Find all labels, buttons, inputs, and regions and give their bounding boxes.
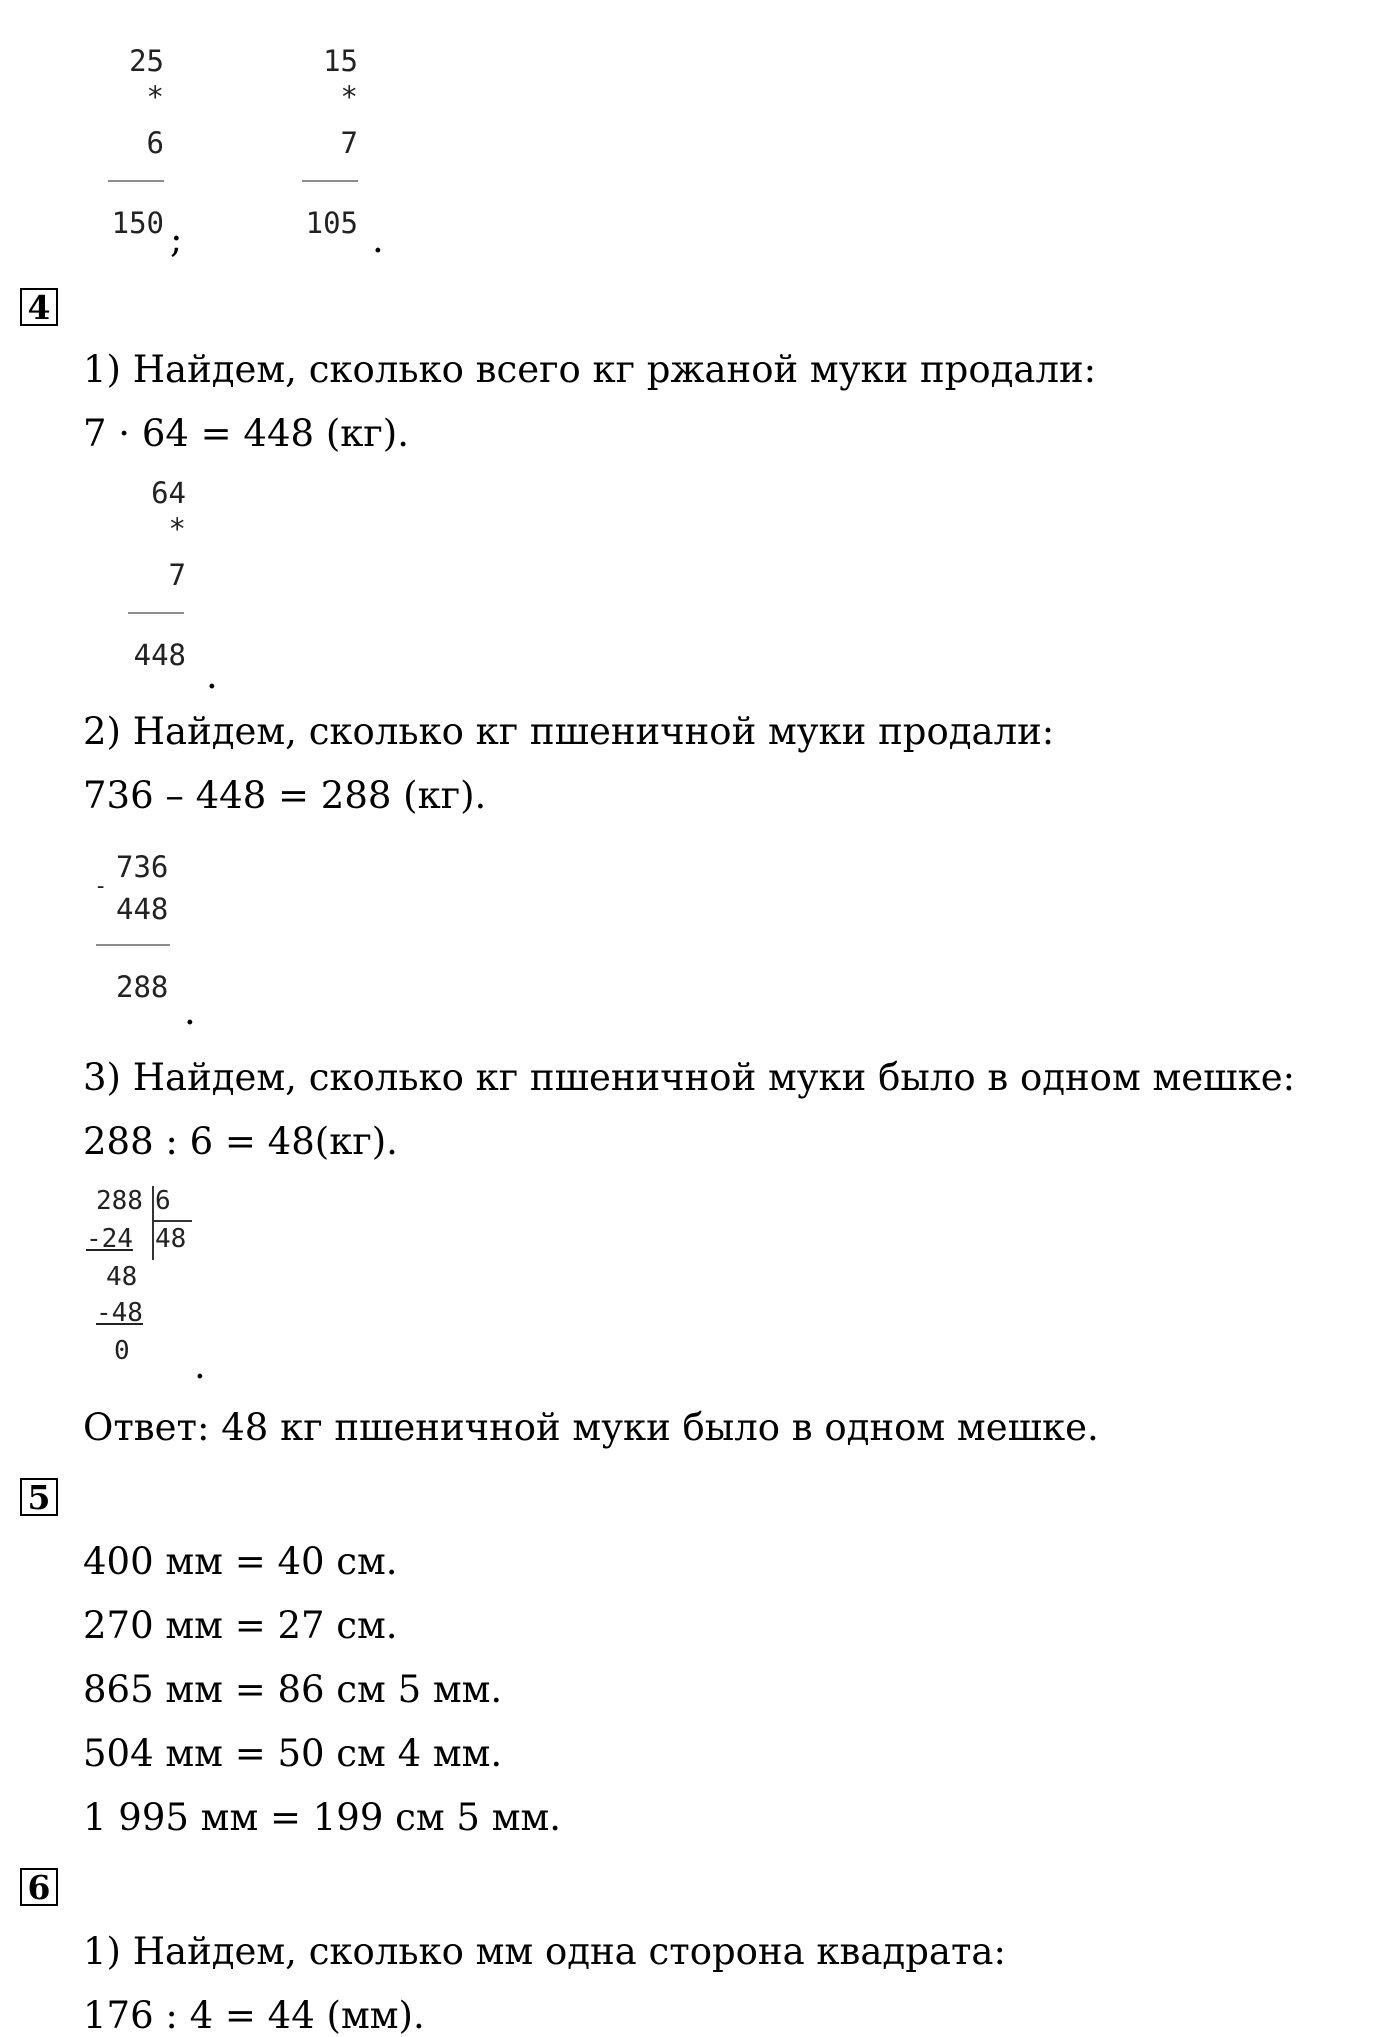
calc-operand-b: 7	[340, 126, 358, 160]
calc-punct: .	[372, 218, 384, 261]
calc-operand-b: 6	[146, 126, 164, 160]
calc-rule	[128, 612, 184, 614]
calc-punct: .	[194, 1344, 206, 1387]
task5-line: 270 мм = 27 см.	[83, 1604, 398, 1647]
calc-result: 448	[133, 638, 186, 672]
calc-result: 288	[116, 970, 169, 1004]
calc-rule	[302, 180, 358, 182]
calc-punct: ;	[170, 218, 183, 261]
calc-operator: *	[168, 512, 186, 546]
task-number-6: 6	[20, 1868, 58, 1906]
task5-line: 400 мм = 40 см.	[83, 1540, 398, 1583]
division-divisor: 6	[155, 1186, 171, 1216]
task4-step3-equation: 288 : 6 = 48(кг).	[83, 1120, 398, 1163]
calc-operand-a: 64	[151, 476, 186, 510]
calc-operand-b: 7	[168, 558, 186, 592]
task4-step1-equation: 7 · 64 = 448 (кг).	[83, 412, 409, 455]
division-remainder-2: 0	[114, 1336, 130, 1366]
division-quotient: 48	[155, 1224, 187, 1254]
calc-operand-a: 15	[323, 44, 358, 78]
calc-operand-a: 736	[116, 850, 169, 884]
calc-operator: -	[94, 874, 108, 899]
task6-step1-text: 1) Найдем, сколько мм одна сторона квадрата:	[83, 1930, 1006, 1973]
division-horizontal-bar	[152, 1220, 192, 1222]
calc-operator: *	[340, 80, 358, 114]
calc-rule	[108, 180, 164, 182]
calc-operator: *	[146, 80, 164, 114]
division-remainder-1: 48	[106, 1262, 138, 1292]
calc-punct: .	[184, 990, 196, 1033]
task4-step1-text: 1) Найдем, сколько всего кг ржаной муки продали:	[83, 348, 1097, 391]
task-number-5: 5	[20, 1478, 58, 1516]
task4-answer: Ответ: 48 кг пшеничной муки было в одном мешке.	[83, 1406, 1099, 1449]
task-number-4: 4	[20, 288, 58, 326]
task5-line: 504 мм = 50 см 4 мм.	[83, 1732, 503, 1775]
division-vertical-bar	[152, 1186, 154, 1260]
division-dividend: 288	[96, 1186, 143, 1216]
task4-step2-text: 2) Найдем, сколько кг пшеничной муки продали:	[83, 710, 1055, 753]
task4-step3-text: 3) Найдем, сколько кг пшеничной муки было в одном мешке:	[83, 1056, 1296, 1099]
division-subtrahend-2: -48	[96, 1298, 143, 1328]
task6-step1-equation: 176 : 4 = 44 (мм).	[83, 1994, 425, 2037]
task4-step2-equation: 736 – 448 = 288 (кг).	[83, 774, 487, 817]
division-subtrahend-1: -24	[86, 1224, 133, 1254]
calc-operand-a: 25	[129, 44, 164, 78]
calc-result: 105	[305, 206, 358, 240]
task5-line: 1 995 мм = 199 см 5 мм.	[83, 1796, 562, 1839]
calc-operand-b: 448	[116, 892, 169, 926]
calc-result: 150	[111, 206, 164, 240]
calc-punct: .	[206, 654, 218, 697]
task5-line: 865 мм = 86 см 5 мм.	[83, 1668, 503, 1711]
calc-rule	[96, 944, 170, 946]
